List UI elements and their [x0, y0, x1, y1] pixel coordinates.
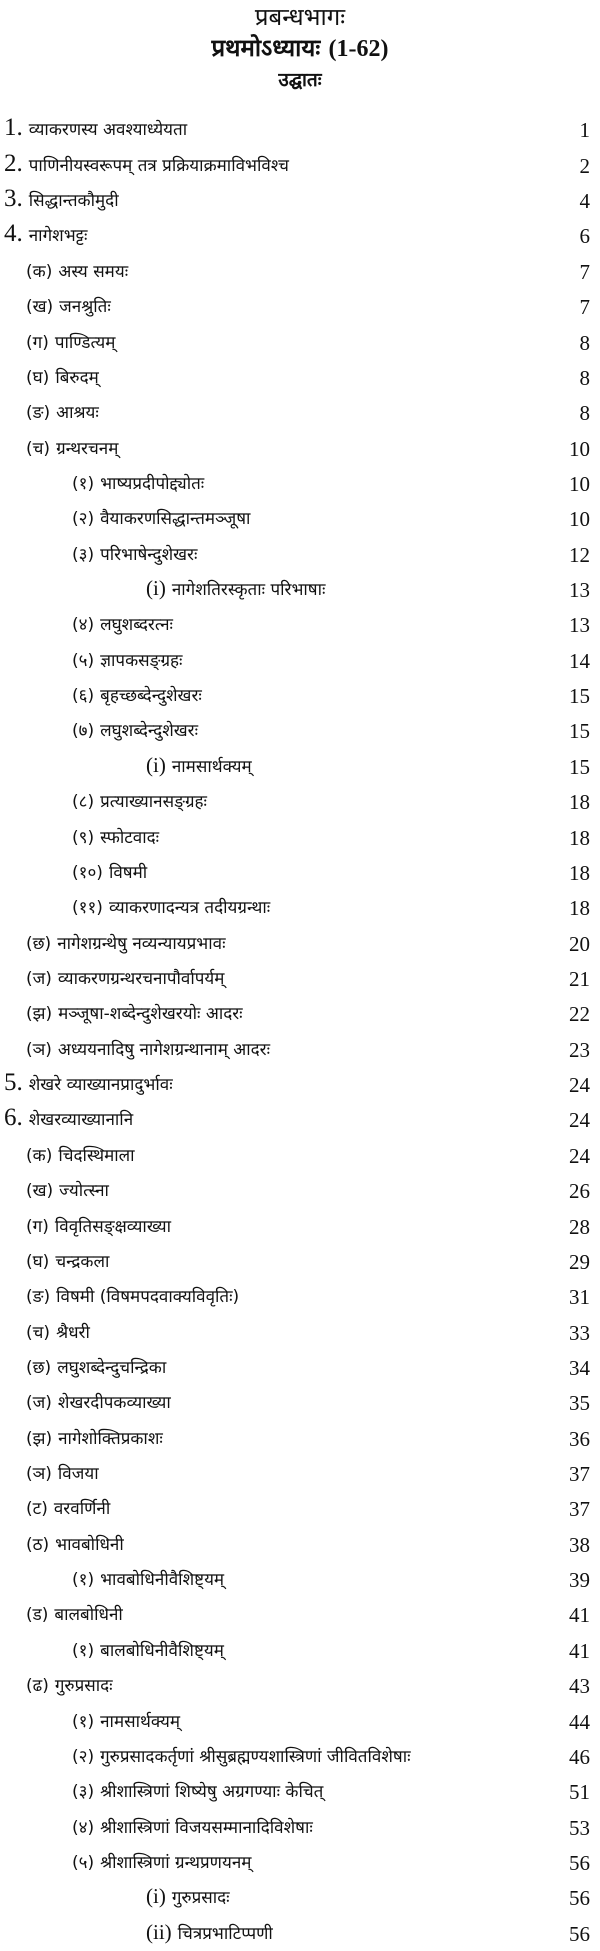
toc-entry-label	[26, 367, 99, 389]
toc-entry-page-number: 18	[569, 896, 590, 921]
toc-entry-title: श्रैधरी	[56, 1322, 90, 1343]
toc-entry-page-number: 8	[579, 330, 590, 355]
toc-entry-label	[146, 1921, 273, 1945]
toc-entry-marker: (२)	[72, 509, 95, 530]
toc-entry-label	[26, 968, 224, 990]
toc-entry-page-number: 2	[579, 153, 590, 178]
toc-entry-marker: (१)	[72, 1570, 95, 1591]
toc-entry-label	[26, 1463, 99, 1485]
toc-entry-marker: (८)	[72, 792, 95, 813]
toc-entry-title: ज्योत्स्ना	[59, 1181, 109, 1202]
toc-entry-page-number: 23	[569, 1037, 590, 1062]
toc-entry-marker: (१)	[72, 1640, 95, 1661]
toc-entry-page-number: 51	[569, 1780, 590, 1805]
toc-entry-marker: (ख)	[26, 1181, 54, 1202]
toc-entry-page-number: 12	[569, 542, 590, 567]
toc-entry	[0, 1809, 600, 1844]
toc-entry-page-number: 56	[569, 1921, 590, 1946]
toc-entry-label	[26, 261, 128, 283]
toc-entry-label	[26, 1322, 90, 1344]
toc-entry-page-number: 37	[569, 1462, 590, 1487]
toc-entry-label	[26, 933, 226, 955]
toc-entry-title: लघुशब्दरत्नः	[100, 615, 173, 636]
chapter-name: प्रथमोऽध्यायः	[211, 34, 321, 62]
toc-entry	[0, 1845, 600, 1880]
toc-entry-label	[72, 1817, 313, 1839]
toc-entry-label	[26, 402, 99, 424]
toc-entry-marker: (२)	[72, 1746, 95, 1767]
toc-entry-label	[72, 1781, 323, 1803]
toc-entry-title: ग्रन्थरचनम्	[56, 438, 119, 459]
toc-entry-title: बालबोधिनी	[54, 1605, 123, 1626]
toc-entry-title: बृहच्छब्देन्दुशेखरः	[100, 686, 202, 707]
toc-entry	[0, 1774, 600, 1809]
toc-entry-marker: (i)	[146, 1884, 166, 1909]
toc-entry-page-number: 24	[569, 1073, 590, 1098]
toc-entry	[0, 218, 600, 253]
toc-entry-page-number: 10	[569, 436, 590, 461]
page-header	[0, 0, 600, 93]
toc-entry-page-number: 7	[579, 259, 590, 284]
toc-entry-label	[26, 1498, 110, 1520]
toc-entry-marker: 5.	[4, 1069, 23, 1097]
toc-entry	[0, 1526, 600, 1561]
toc-entry	[0, 925, 600, 960]
toc-entry	[0, 855, 600, 890]
toc-entry	[0, 430, 600, 465]
toc-entry-title: प्रत्याख्यानसङ्ग्रहः	[100, 792, 207, 813]
toc-entry-label	[146, 1885, 230, 1909]
toc-entry-label	[4, 149, 289, 177]
toc-entry-title: चन्द्रकला	[55, 1251, 110, 1272]
toc-entry-page-number: 18	[569, 860, 590, 885]
toc-entry-label	[72, 508, 250, 530]
toc-entry-label	[26, 1392, 171, 1414]
toc-entry-marker: (१)	[72, 473, 95, 494]
toc-entry-marker: (१)	[72, 1711, 95, 1732]
toc-entry	[0, 1597, 600, 1632]
section-title: उद्घातः	[278, 69, 322, 91]
toc-entry-title: विवृतिसङ्क्षव्याख्या	[54, 1216, 172, 1237]
toc-entry-marker: (घ)	[26, 1251, 50, 1272]
toc-entry-label	[72, 685, 202, 707]
toc-entry-title: भावबोधिनीवैशिष्ट्यम्	[100, 1570, 225, 1591]
toc-entry-title: नागेशतिरस्कृताः परिभाषाः	[171, 580, 326, 601]
toc-entry	[0, 1350, 600, 1385]
toc-entry-title: लघुशब्देन्दुशेखरः	[100, 721, 199, 742]
toc-entry-marker: (घ)	[26, 367, 50, 388]
toc-entry-label	[26, 1357, 166, 1379]
toc-entry-title: मञ्जूषा-शब्देन्दुशेखरयोः आदरः	[58, 1004, 243, 1025]
toc-entry-label	[72, 862, 147, 884]
toc-entry-label	[72, 544, 197, 566]
toc-entry-marker: (ङ)	[26, 1287, 51, 1308]
toc-entry-label	[4, 1069, 173, 1097]
toc-entry-title: श्रीशास्त्रिणां शिष्येषु अग्रगण्याः केचित्	[100, 1782, 324, 1803]
toc-entry-page-number: 41	[569, 1638, 590, 1663]
toc-entry-marker: (i)	[146, 576, 166, 601]
part-title: प्रबन्धभागः	[254, 3, 346, 31]
toc-entry	[0, 748, 600, 783]
toc-entry-page-number: 18	[569, 790, 590, 815]
toc-entry-title: बालबोधिनीवैशिष्ट्यम्	[100, 1640, 224, 1661]
toc-entry-page-number: 39	[569, 1568, 590, 1593]
toc-entry-page-number: 28	[569, 1214, 590, 1239]
toc-entry-label	[26, 1180, 109, 1202]
toc-entry-label	[72, 1746, 411, 1768]
toc-entry	[0, 819, 600, 854]
toc-entry	[0, 1031, 600, 1066]
toc-entry-marker: (ढ)	[26, 1676, 49, 1697]
toc-entry-marker: (ठ)	[26, 1534, 50, 1555]
toc-entry-marker: 3.	[4, 185, 23, 213]
toc-entry-label	[72, 614, 173, 636]
toc-entry-title: नागेशोक्तिप्रकाशः	[58, 1428, 163, 1449]
toc-entry-page-number: 10	[569, 507, 590, 532]
toc-entry-marker: (ड)	[26, 1605, 49, 1626]
toc-entry-title: भाष्यप्रदीपोद्द्योतः	[100, 473, 205, 494]
toc-entry-marker: (छ)	[26, 933, 52, 954]
toc-entry-page-number: 44	[569, 1709, 590, 1734]
toc-entry-page-number: 10	[569, 471, 590, 496]
toc-entry-page-number: 33	[569, 1320, 590, 1345]
toc-entry	[0, 607, 600, 642]
toc-entry-marker: (झ)	[26, 1428, 53, 1449]
toc-entry-marker: (झ)	[26, 1004, 53, 1025]
toc-entry-label	[26, 1428, 163, 1450]
toc-entry-page-number: 20	[569, 931, 590, 956]
toc-entry-label	[72, 1569, 224, 1591]
toc-entry-page-number: 21	[569, 966, 590, 991]
toc-entry-label	[26, 1534, 124, 1556]
toc-entry-title: वरवर्णिनी	[53, 1499, 111, 1520]
toc-entry-marker: (६)	[72, 686, 95, 707]
toc-entry-marker: (ज)	[26, 1393, 52, 1414]
toc-entry-marker: (ग)	[26, 332, 49, 353]
toc-entry-label	[26, 332, 115, 354]
toc-entry-page-number: 24	[569, 1143, 590, 1168]
toc-entry-label	[4, 1104, 134, 1132]
toc-entry-marker: (ग)	[26, 1216, 49, 1237]
toc-entry-label	[72, 1640, 224, 1662]
toc-entry	[0, 961, 600, 996]
toc-entry-title: नागेशग्रन्थेषु नव्यन्यायप्रभावः	[57, 933, 226, 954]
toc-entry-title: परिभाषेन्दुशेखरः	[100, 544, 198, 565]
toc-entry-page-number: 6	[579, 224, 590, 249]
toc-entry	[0, 890, 600, 925]
toc-entry-marker: (११)	[72, 898, 103, 919]
toc-entry-marker: (३)	[72, 544, 95, 565]
toc-entry-title: चिदस्थिमाला	[58, 1145, 135, 1166]
toc-entry-page-number: 29	[569, 1249, 590, 1274]
toc-entry-marker: (ख)	[26, 297, 54, 318]
toc-entry-label	[26, 1251, 109, 1273]
toc-entry-label	[26, 1286, 239, 1308]
toc-entry-title: व्याकरणग्रन्थरचनापौर्वापर्यम्	[57, 968, 225, 989]
toc-entry-page-number: 1	[579, 118, 590, 143]
toc-entry-title: अस्य समयः	[58, 261, 129, 282]
toc-entry-page-number: 35	[569, 1391, 590, 1416]
toc-entry	[0, 1632, 600, 1667]
toc-entry-title: श्रीशास्त्रिणां ग्रन्थप्रणयनम्	[100, 1852, 252, 1873]
toc-entry-marker: (ii)	[146, 1919, 172, 1944]
toc-entry-title: व्याकरणस्य अवश्याध्येयता	[28, 120, 188, 141]
toc-entry	[0, 1102, 600, 1137]
toc-entry-page-number: 8	[579, 401, 590, 426]
toc-entry-title: विषमी (विषमपदवाक्यविवृतिः)	[56, 1287, 240, 1308]
toc-entry-marker: (ट)	[26, 1499, 48, 1520]
toc-entry-marker: 4.	[4, 220, 23, 248]
toc-entry	[0, 112, 600, 147]
toc-entry-marker: (ज)	[26, 968, 52, 989]
toc-entry	[0, 1739, 600, 1774]
toc-entry	[0, 1491, 600, 1526]
toc-entry-page-number: 18	[569, 825, 590, 850]
toc-entry-page-number: 56	[569, 1886, 590, 1911]
toc-entry	[0, 501, 600, 536]
toc-entry-title: पाणिनीयस्वरूपम् तत्र प्रक्रियाक्रमाविभविश्च	[28, 155, 289, 176]
toc-entry-label	[26, 1675, 113, 1697]
toc-entry-title: आश्रयः	[56, 403, 99, 424]
toc-entry-title: शेखरव्याख्यानानि	[28, 1110, 134, 1131]
toc-entry-page-number: 14	[569, 648, 590, 673]
toc-entry-title: व्याकरणादन्यत्र तदीयग्रन्थाः	[108, 898, 271, 919]
toc-entry	[0, 1244, 600, 1279]
toc-entry-marker: 2.	[4, 149, 23, 177]
toc-entry	[0, 713, 600, 748]
toc-entry-title: जनश्रुतिः	[59, 297, 111, 318]
toc-entry-title: स्फोटवादः	[100, 827, 160, 848]
toc-entry	[0, 1880, 600, 1915]
toc-entry-label	[72, 1852, 251, 1874]
toc-entry-page-number: 36	[569, 1426, 590, 1451]
toc-entry-label	[72, 897, 270, 919]
toc-entry-page-number: 38	[569, 1532, 590, 1557]
toc-entry-label	[72, 720, 198, 742]
toc-entry-title: गुरुप्रसादः	[54, 1676, 113, 1697]
toc-entry-label	[72, 827, 159, 849]
toc-entry	[0, 183, 600, 218]
toc-entry-label	[146, 754, 252, 778]
toc-entry-label	[72, 650, 183, 672]
toc-entry-label	[26, 1216, 171, 1238]
toc-entry	[0, 678, 600, 713]
toc-entry	[0, 253, 600, 288]
toc-entry-title: विजया	[57, 1464, 99, 1485]
toc-entry	[0, 996, 600, 1031]
toc-entry	[0, 536, 600, 571]
toc-entry	[0, 289, 600, 324]
toc-entry	[0, 466, 600, 501]
toc-entry-page-number: 43	[569, 1674, 590, 1699]
toc-entry	[0, 324, 600, 359]
table-of-contents	[0, 112, 600, 1951]
toc-entry-title: पाण्डित्यम्	[54, 332, 116, 353]
toc-entry-page-number: 53	[569, 1815, 590, 1840]
toc-entry-label	[146, 577, 325, 601]
toc-entry-label	[26, 296, 111, 318]
toc-entry	[0, 1137, 600, 1172]
toc-entry-title: भावबोधिनी	[55, 1534, 124, 1555]
toc-entry-page-number: 34	[569, 1355, 590, 1380]
toc-entry-title: गुरुप्रसादः	[171, 1888, 230, 1909]
chapter-range: (1-62)	[328, 36, 389, 62]
toc-entry	[0, 1173, 600, 1208]
toc-entry	[0, 1067, 600, 1102]
toc-entry	[0, 1279, 600, 1314]
toc-entry-page-number: 56	[569, 1850, 590, 1875]
toc-entry-page-number: 15	[569, 754, 590, 779]
toc-entry	[0, 395, 600, 430]
toc-entry-label	[26, 1003, 243, 1025]
toc-entry-label	[72, 1711, 180, 1733]
toc-entry-title: बिरुदम्	[55, 367, 99, 388]
toc-entry-label	[26, 438, 118, 460]
toc-entry-label	[26, 1145, 135, 1167]
toc-entry	[0, 360, 600, 395]
toc-entry	[0, 147, 600, 182]
toc-entry-title: अध्ययनादिषु नागेशग्रन्थानाम् आदरः	[57, 1039, 271, 1060]
toc-entry-marker: (ङ)	[26, 403, 51, 424]
toc-entry-marker: (७)	[72, 721, 95, 742]
toc-entry-page-number: 7	[579, 295, 590, 320]
toc-entry-marker: (क)	[26, 261, 53, 282]
toc-entry-marker: (च)	[26, 438, 51, 459]
toc-entry-marker: (५)	[72, 650, 95, 671]
toc-entry-title: नागेशभट्टः	[28, 226, 88, 247]
toc-entry-marker: (छ)	[26, 1357, 52, 1378]
toc-entry-title: विषमी	[108, 862, 148, 883]
toc-entry	[0, 1420, 600, 1455]
toc-entry-marker: (५)	[72, 1852, 95, 1873]
toc-entry	[0, 642, 600, 677]
toc-entry-page-number: 24	[569, 1108, 590, 1133]
toc-entry	[0, 1703, 600, 1738]
toc-entry-title: शेखरे व्याख्यानप्रादुर्भावः	[28, 1075, 173, 1096]
toc-entry-marker: (४)	[72, 1817, 95, 1838]
toc-entry-title: चित्रप्रभाटिप्पणी	[177, 1923, 273, 1944]
toc-entry	[0, 1208, 600, 1243]
toc-entry-marker: (४)	[72, 615, 95, 636]
toc-entry-label	[72, 791, 207, 813]
toc-entry-page-number: 41	[569, 1603, 590, 1628]
toc-entry-title: नामसार्थक्यम्	[100, 1711, 180, 1732]
toc-entry-page-number: 4	[579, 189, 590, 214]
toc-entry-title: ज्ञापकसङ्ग्रहः	[100, 650, 183, 671]
toc-entry-title: लघुशब्देन्दुचन्द्रिका	[57, 1357, 167, 1378]
toc-entry-title: श्रीशास्त्रिणां विजयसम्मानादिविशेषाः	[100, 1817, 313, 1838]
toc-entry-title: शेखरदीपकव्याख्या	[57, 1393, 171, 1414]
toc-entry-marker: (३)	[72, 1782, 95, 1803]
toc-entry-page-number: 8	[579, 365, 590, 390]
toc-entry-label	[4, 114, 188, 142]
toc-entry-marker: (च)	[26, 1322, 51, 1343]
toc-entry-marker: (ञ)	[26, 1039, 52, 1060]
toc-entry-label	[26, 1604, 123, 1626]
toc-entry	[0, 1915, 600, 1950]
toc-entry-marker: 6.	[4, 1104, 23, 1132]
toc-entry-page-number: 31	[569, 1285, 590, 1310]
toc-entry-page-number: 15	[569, 684, 590, 709]
toc-entry-page-number: 26	[569, 1179, 590, 1204]
toc-entry-marker: (९)	[72, 827, 95, 848]
toc-entry-page-number: 13	[569, 613, 590, 638]
toc-entry	[0, 1668, 600, 1703]
toc-entry-marker: (ञ)	[26, 1464, 52, 1485]
toc-entry-title: नामसार्थक्यम्	[171, 756, 252, 777]
toc-entry	[0, 1562, 600, 1597]
toc-entry-marker: (क)	[26, 1145, 53, 1166]
toc-entry-marker: (१०)	[72, 862, 103, 883]
toc-entry	[0, 1456, 600, 1491]
toc-entry-marker: 1.	[4, 114, 23, 142]
toc-entry-page-number: 22	[569, 1002, 590, 1027]
toc-entry	[0, 1314, 600, 1349]
toc-entry-label	[72, 473, 204, 495]
toc-entry-label	[26, 1039, 270, 1061]
toc-entry-title: वैयाकरणसिद्धान्तमञ्जूषा	[100, 509, 251, 530]
toc-entry-page-number: 46	[569, 1744, 590, 1769]
toc-entry-page-number: 37	[569, 1497, 590, 1522]
toc-entry-page-number: 15	[569, 719, 590, 744]
toc-entry-page-number: 13	[569, 578, 590, 603]
toc-entry	[0, 572, 600, 607]
toc-entry	[0, 784, 600, 819]
toc-entry-label	[4, 220, 88, 248]
toc-entry-title: सिद्धान्तकौमुदी	[28, 191, 119, 212]
toc-entry	[0, 1385, 600, 1420]
toc-entry-marker: (i)	[146, 752, 166, 777]
toc-entry-title: गुरुप्रसादकर्तृणां श्रीसुब्रह्मण्यशास्त्रिणां जीवितविशेषाः	[100, 1746, 411, 1767]
chapter-title	[0, 32, 600, 65]
toc-entry-label	[4, 185, 119, 213]
